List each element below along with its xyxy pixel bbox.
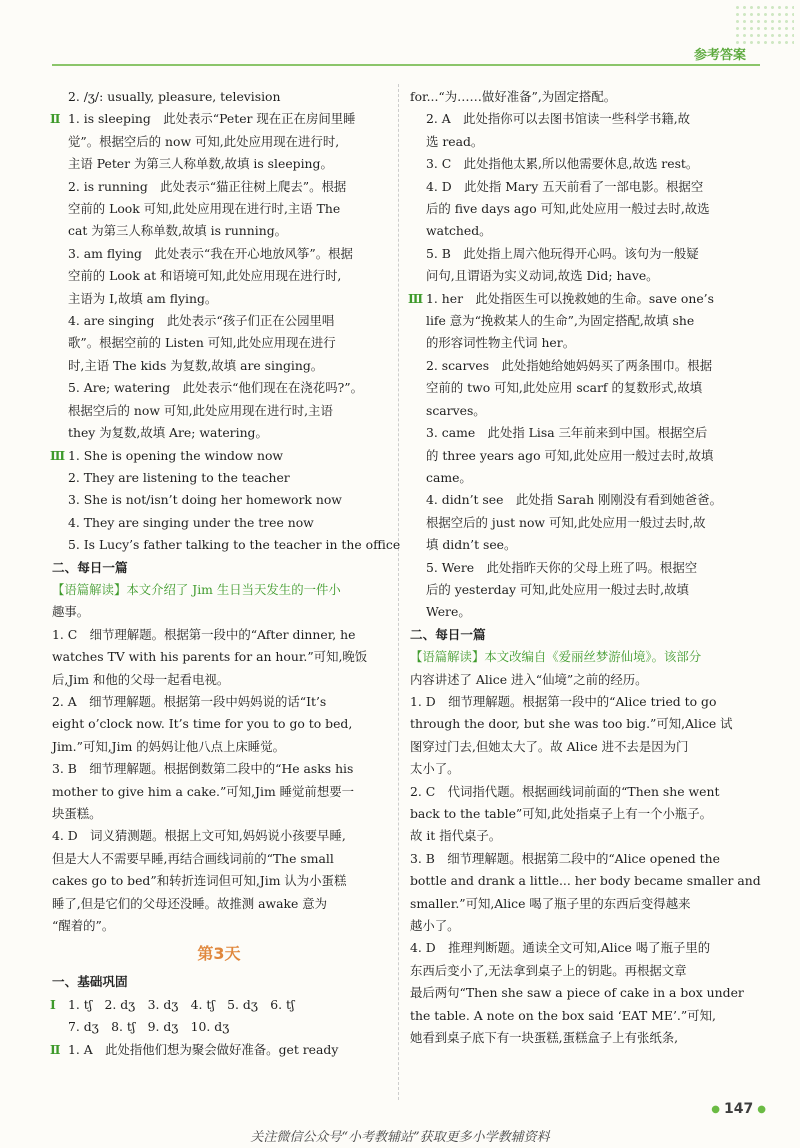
text-line: 时,主语 The kids 为复数,故填 are singing。 [68,357,324,373]
text-line: 5. B 此处指上周六他玩得开心吗。该句为一般疑 [426,245,699,261]
text-line: 2. scarves 此处指她给她妈妈买了两条围巾。根据 [426,357,713,373]
text-line: 7. dʒ 8. tʃ 9. dʒ 10. dʒ [68,1019,230,1035]
text-line: watched。 [426,223,492,239]
text-line: Ⅲ 1. She is opening the window now [52,445,386,467]
text-line: 的形容词性物主代词 her。 [426,335,576,351]
text-line: cakes go to bed”和转折连词但可知,Jim 认为小蛋糕 [52,873,347,889]
text-line: 2. C 代词指代题。根据画线词前面的“Then she went [410,783,720,799]
text-line: Jim.”可知,Jim 的妈妈让他八点上床睡觉。 [52,738,285,754]
text-line: 最后两句“Then she saw a piece of cake in a box under [410,985,744,1001]
text-line: life 意为“挽救某人的生命”,为固定搭配,故填 she [426,313,695,329]
text-line: 3. C 此处指他太累,所以他需要休息,故选 rest。 [426,156,699,172]
text-line: 块蛋糕。 [52,806,102,821]
text-line: 二、每日一篇 [52,559,128,575]
text-line: 越小了。 [410,918,460,934]
text-line: 4. didn’t see 此处指 Sarah 刚刚没有看到她爸爸。 [426,492,722,508]
text-line: came。 [426,469,472,485]
text-line: 二、每日一篇 [410,626,486,642]
text-line: smaller.”可知,Alice 喝了瓶子里的东西后变得越来 [410,895,691,911]
text-line: 4. D 词义猜测题。根据上文可知,妈妈说小孩要早睡, [52,828,346,844]
text-line: 图穿过门去,但她太大了。故 Alice 进不去是因为门 [410,738,689,754]
text-line: 3. She is not/isn’t doing her homework now [68,492,342,508]
text-line: 根据空后的 just now 可知,此处应用一般过去时,故 [426,514,706,530]
text-line: 内容讲述了 Alice 进入“仙境”之前的经历。 [410,671,648,687]
text-line: back to the table”可知,此处指桌子上有一个小瓶子。 [410,806,713,821]
text-line: 3. B 细节理解题。根据倒数第二段中的“He asks his [52,761,354,777]
text-line: 睡了,但是它们的父母还没睡。故推测 awake 意为 [52,895,328,911]
page-header-title: 参考答案 [693,48,746,63]
header-divider [52,64,760,66]
text-line: 主语 Peter 为第三人称单数,故填 is sleeping。 [68,156,333,172]
text-line: 3. B 细节理解题。根据第二段中的“Alice opened the [410,850,720,866]
text-line: 5. Is Lucy’s father talking to the teacher in the office [68,537,401,553]
text-line: 问句,且谓语为实义动词,故选 Did; have。 [426,268,659,284]
text-line: 空前的 two 可知,此处应用 scarf 的复数形式,故填 [426,380,703,396]
text-line: 趣事。 [52,604,90,620]
text-line: cat 为第三人称单数,故填 is running。 [68,223,288,239]
page-number: ● 147 ● [711,1101,766,1117]
text-line: Ⅱ 1. A 此处指他们想为聚会做好准备。get ready [52,1039,386,1061]
text-line: 4. They are singing under the tree now [68,514,314,530]
right-column [408,86,761,1049]
footer-note: 关注微信公众号“小考教辅站”获取更多小学教辅资料 [250,1130,550,1145]
text-line: the table. A note on the box said ‘EAT ME’.”可知, [410,1007,716,1023]
text-line: 1. D 细节理解题。根据第一段中的“Alice tried to go [410,693,717,709]
section-number: Ⅲ [50,447,66,463]
text-line: 空前的 Look 可知,此处应用现在进行时,主语 The [68,201,341,217]
text-line: 后,Jim 和他的父母一起看电视。 [52,671,230,687]
text-line: 2. is running 此处表示“猫正往树上爬去”。根据 [68,178,347,194]
text-line: for...“为……做好准备”,为固定搭配。 [410,89,617,104]
section-number: Ⅱ [50,1041,61,1057]
text-line: 2. A 此处指你可以去图书馆读一些科学书籍,故 [426,111,691,127]
left-column [50,86,401,1061]
text-line: 后的 yesterday 可知,此处应用一般过去时,故填 [426,581,689,597]
text-line: 主语为 I,故填 am flying。 [68,290,218,306]
text-line: 【语篇解读】本文介绍了 Jim 生日当天发生的一件小 [52,581,341,597]
bullet-icon: ● [711,1103,721,1115]
text-line: 故 it 指代桌子。 [410,828,502,844]
text-line: 后的 five days ago 可知,此处应用一般过去时,故选 [426,201,710,217]
text-line: 4. D 此处指 Mary 五天前看了一部电影。根据空 [426,178,704,194]
decorative-dot-pattern [734,4,794,44]
text-line: 的 three years ago 可知,此处应用一般过去时,故填 [426,447,714,463]
text-line: mother to give him a cake.”可知,Jim 睡觉前想要一 [52,783,354,799]
text-line: 她看到桌子底下有一块蛋糕,蛋糕盒子上有张纸条, [410,1030,679,1046]
text-line: 2. A 细节理解题。根据第一段中妈妈说的话“It’s [52,693,327,709]
text-line: through the door, but she was too big.”可知,Alice 试 [410,716,733,732]
text-line: 东西后变小了,无法拿到桌子上的钥匙。再根据文章 [410,962,687,978]
text-line: 填 didn’t see。 [426,537,517,553]
text-line: 2. They are listening to the teacher [68,469,290,485]
text-line: scarves。 [426,402,486,418]
text-line: 歌”。根据空前的 Listen 可知,此处应用现在进行 [68,335,336,351]
text-line: Were。 [426,604,471,620]
text-line: 3. am flying 此处表示“我在开心地放风筝”。根据 [68,245,353,261]
text-line: Ⅰ 1. tʃ 2. dʒ 3. dʒ 4. tʃ 5. dʒ 6. tʃ [52,994,386,1016]
text-line: 太小了。 [410,761,460,777]
section-number: Ⅲ [408,290,424,306]
text-line: 3. came 此处指 Lisa 三年前来到中国。根据空后 [426,425,708,441]
text-line: 空前的 Look at 和语境可知,此处应用现在进行时, [68,268,342,284]
text-line: 5. Are; watering 此处表示“他们现在在浇花吗?”。 [68,380,363,396]
text-line: watches TV with his parents for an hour.”可知,晚饭 [52,649,368,665]
text-line: Ⅲ 1. her 此处指医生可以挽救她的生命。save one’s [410,288,744,310]
text-line: 1. C 细节理解题。根据第一段中的“After dinner, he [52,626,356,642]
text-line: bottle and drank a little... her body became smaller and [410,873,761,889]
text-line: 觉”。根据空后的 now 可知,此处应用现在进行时, [68,133,340,149]
bullet-icon: ● [757,1103,766,1115]
text-line: 2. /ʒ/: usually, pleasure, television [68,89,281,104]
text-line: 【语篇解读】本文改编自《爱丽丝梦游仙境》。该部分 [410,649,702,665]
section-number: Ⅰ [50,996,56,1012]
text-line: 选 read。 [426,133,484,149]
section-number: Ⅱ [50,111,61,127]
text-line: 一、基础巩固 [52,974,128,990]
text-line: 4. are singing 此处表示“孩子们正在公园里唱 [68,313,335,329]
column-divider [398,84,399,1100]
text-line: 4. D 推理判断题。通读全文可知,Alice 喝了瓶子里的 [410,940,711,956]
text-line: Ⅱ 1. is sleeping 此处表示“Peter 现在正在房间里睡 [52,108,386,130]
text-line: 5. Were 此处指昨天你的父母上班了吗。根据空 [426,559,698,575]
text-line: 第3天 [197,944,241,964]
text-line: they 为复数,故填 Are; watering。 [68,425,268,441]
text-line: “醒着的”。 [52,918,115,934]
text-line: eight o’clock now. It’s time for you to go to bed, [52,716,353,732]
text-line: 但是大人不需要早睡,再结合画线词前的“The small [52,850,334,866]
text-line: 根据空后的 now 可知,此处应用现在进行时,主语 [68,402,333,418]
